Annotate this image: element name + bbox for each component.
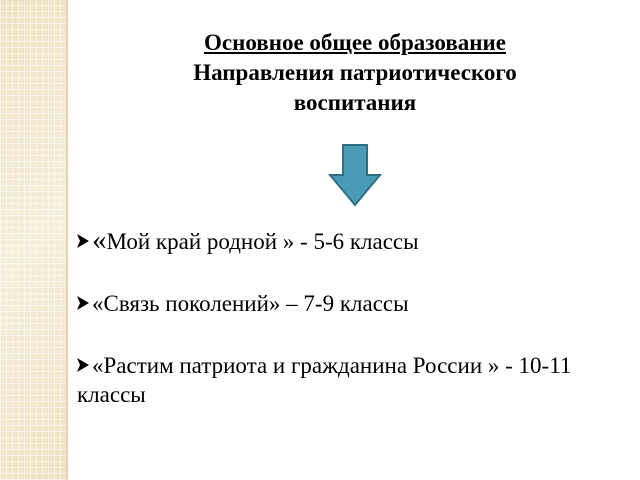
arrowhead-bullet-icon (77, 296, 89, 310)
title-line-2: Направления патриотического (193, 60, 517, 85)
bullet-text: Мой край родной » - 5-6 классы (106, 229, 419, 254)
title-line-3: воспитания (293, 90, 417, 115)
bullet-text: «Связь поколений» – 7-9 классы (92, 291, 409, 316)
decorative-side-strip (0, 0, 68, 480)
bullet-text: «Растим патриота и гражданина России » - 10-11 классы (77, 353, 572, 407)
slide-title (120, 28, 590, 118)
title-line-1: Основное общее образование (204, 30, 506, 55)
bullet-open-quote: « (92, 224, 107, 256)
arrowhead-bullet-icon (77, 234, 89, 248)
arrowhead-bullet-icon (77, 358, 89, 372)
down-arrow-icon (328, 143, 382, 207)
bullet-list (77, 226, 632, 442)
list-item (77, 289, 632, 318)
list-item (77, 351, 632, 409)
list-item (77, 226, 632, 256)
